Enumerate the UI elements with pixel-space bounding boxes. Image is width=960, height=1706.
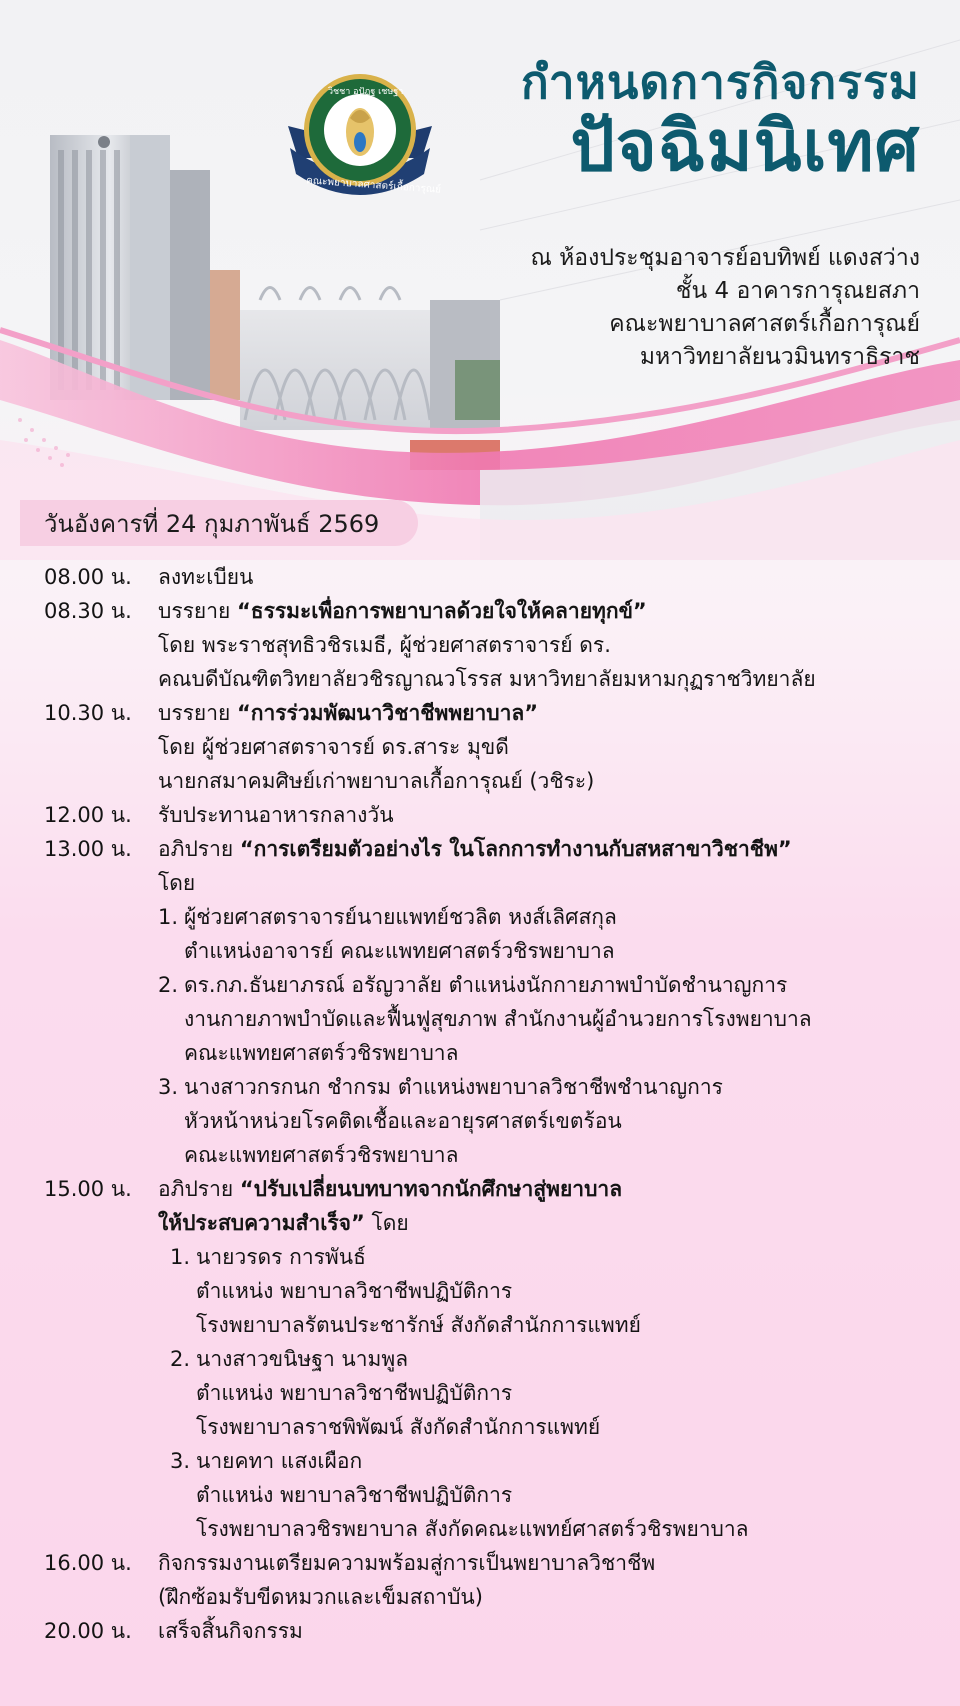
panelist-position: ตำแหน่ง พยาบาลวิชาชีพปฏิบัติการ bbox=[196, 1279, 513, 1303]
panelist-number: 2. bbox=[170, 1347, 191, 1371]
session-type: บรรยาย bbox=[158, 701, 237, 725]
schedule-text: ลงทะเบียน bbox=[158, 565, 254, 589]
panelist-name: ดร.กภ.ธันยาภรณ์ อรัญวาลัย ตำแหน่งนักกายภาพบำบัดชำนาญการ bbox=[184, 973, 788, 997]
panelist-number: 2. bbox=[158, 973, 179, 997]
session-type: อภิปราย bbox=[158, 1177, 240, 1201]
speaker-affiliation: คณบดีบัณฑิตวิทยาลัยวชิรญาณวโรรส มหาวิทยาลัยมหามกุฏราชวิทยาลัย bbox=[158, 667, 816, 691]
schedule-item bbox=[44, 1614, 934, 1648]
panelist-name: นางสาวขนิษฐา นามพูล bbox=[196, 1347, 409, 1371]
schedule-time: 08.30 น. bbox=[44, 599, 132, 623]
panelist-number: 3. bbox=[170, 1449, 191, 1473]
venue-line: คณะพยาบาลศาสตร์เกื้อการุณย์ bbox=[609, 311, 920, 337]
schedule-text: เสร็จสิ้นกิจกรรม bbox=[158, 1619, 303, 1643]
schedule-time: 15.00 น. bbox=[44, 1177, 132, 1201]
panelist-name: นายวรดร การพันธ์ bbox=[196, 1245, 366, 1269]
by-label: โดย bbox=[158, 871, 196, 895]
speaker-line: โดย ผู้ช่วยศาสตราจารย์ ดร.สาระ มุขดี bbox=[158, 735, 509, 759]
title-line-2: ปัจฉิมนิเทศ bbox=[570, 105, 920, 188]
date-badge bbox=[20, 500, 418, 546]
panelist-affiliation: คณะแพทยศาสตร์วชิรพยาบาล bbox=[184, 1143, 459, 1167]
schedule-time: 12.00 น. bbox=[44, 803, 132, 827]
panelist-position: ตำแหน่ง พยาบาลวิชาชีพปฏิบัติการ bbox=[196, 1483, 513, 1507]
panelist-affiliation: โรงพยาบาลวชิรพยาบาล สังกัดคณะแพทย์ศาสตร์วชิรพยาบาล bbox=[196, 1517, 749, 1541]
schedule-time: 10.30 น. bbox=[44, 701, 132, 725]
panelist-number: 3. bbox=[158, 1075, 179, 1099]
venue-line: ชั้น 4 อาคารการุณยสภา bbox=[675, 278, 920, 304]
tall-building-illustration bbox=[50, 135, 240, 400]
venue-block bbox=[531, 242, 921, 374]
schedule-item bbox=[44, 560, 934, 594]
session-type: อภิปราย bbox=[158, 837, 240, 861]
panelist-position: ตำแหน่งอาจารย์ คณะแพทยศาสตร์วชิรพยาบาล bbox=[184, 939, 615, 963]
title-line-1: กำหนดการกิจกรรม bbox=[520, 55, 920, 109]
panelist-affiliation: โรงพยาบาลรัตนประชารักษ์ สังกัดสำนักการแพทย์ bbox=[196, 1313, 641, 1337]
panelist-position: งานกายภาพบำบัดและฟื้นฟูสุขภาพ สำนักงานผู้อำนวยการโรงพยาบาล bbox=[184, 1007, 812, 1031]
panelist-name: นางสาวกรกนก ชำกรม ตำแหน่งพยาบาลวิชาชีพชำนาญการ bbox=[184, 1075, 723, 1099]
panelist-name: นายคทา แสงเผือก bbox=[196, 1449, 363, 1473]
session-type: บรรยาย bbox=[158, 599, 237, 623]
panelist-position: ตำแหน่ง พยาบาลวิชาชีพปฏิบัติการ bbox=[196, 1381, 513, 1405]
logo-top-text: วิชชา อุปัฏฐ เชษฐา bbox=[328, 87, 404, 97]
speaker-line: โดย พระราชสุทธิวชิรเมธี, ผู้ช่วยศาสตราจารย์ ดร. bbox=[158, 633, 611, 657]
schedule-time: 20.00 น. bbox=[44, 1619, 132, 1643]
schedule-list bbox=[44, 560, 934, 1648]
panelist-position: หัวหน้าหน่วยโรคติดเชื้อและอายุรศาสตร์เขตร้อน bbox=[184, 1109, 622, 1133]
logo-ribbon-text: คณะพยาบาลศาสตร์เกื้อการุณย์ bbox=[305, 175, 442, 196]
schedule-item bbox=[44, 798, 934, 832]
schedule-time: 13.00 น. bbox=[44, 837, 132, 861]
venue-line: มหาวิทยาลัยนวมินทราธิราช bbox=[639, 344, 920, 370]
schedule-item bbox=[44, 696, 934, 798]
schedule-text: กิจกรรมงานเตรียมความพร้อมสู่การเป็นพยาบาลวิชาชีพ bbox=[158, 1551, 656, 1575]
session-topic: “ธรรมะเพื่อการพยาบาลด้วยใจให้คลายทุกข์” bbox=[236, 599, 647, 623]
schedule-text: รับประทานอาหารกลางวัน bbox=[158, 803, 394, 827]
panelist-affiliation: คณะแพทยศาสตร์วชิรพยาบาล bbox=[184, 1041, 459, 1065]
schedule-item bbox=[44, 1546, 934, 1614]
speaker-affiliation: นายกสมาคมศิษย์เก่าพยาบาลเกื้อการุณย์ (วชิระ) bbox=[158, 769, 595, 793]
panelist-name: ผู้ช่วยศาสตราจารย์นายแพทย์ชวลิต หงส์เลิศสกุล bbox=[184, 905, 617, 929]
session-topic: “การร่วมพัฒนาวิชาชีพพยาบาล” bbox=[236, 701, 539, 725]
schedule-item bbox=[44, 832, 934, 1172]
session-topic: “ปรับเปลี่ยนบทบาทจากนักศึกษาสู่พยาบาล bbox=[239, 1177, 623, 1201]
panelist-number: 1. bbox=[158, 905, 179, 929]
schedule-time: 16.00 น. bbox=[44, 1551, 132, 1575]
schedule-item bbox=[44, 594, 934, 696]
event-date: วันอังคารที่ 24 กุมภาพันธ์ 2569 bbox=[44, 509, 380, 538]
session-topic: “การเตรียมตัวอย่างไร ในโลกการทำงานกับสหสาขาวิชาชีพ” bbox=[239, 837, 792, 861]
schedule-time: 08.00 น. bbox=[44, 565, 132, 589]
schedule-item bbox=[44, 1172, 934, 1546]
panelist-affiliation: โรงพยาบาลราชพิพัฒน์ สังกัดสำนักการแพทย์ bbox=[196, 1415, 601, 1439]
by-label: โดย bbox=[364, 1211, 409, 1235]
schedule-note: (ฝึกซ้อมรับขีดหมวกและเข็มสถาบัน) bbox=[158, 1585, 483, 1609]
venue-line: ณ ห้องประชุมอาจารย์อบทิพย์ แดงสว่าง bbox=[530, 245, 920, 271]
session-topic-cont: ให้ประสบความสำเร็จ” bbox=[158, 1211, 365, 1235]
panelist-number: 1. bbox=[170, 1245, 191, 1269]
page-title bbox=[520, 55, 920, 188]
